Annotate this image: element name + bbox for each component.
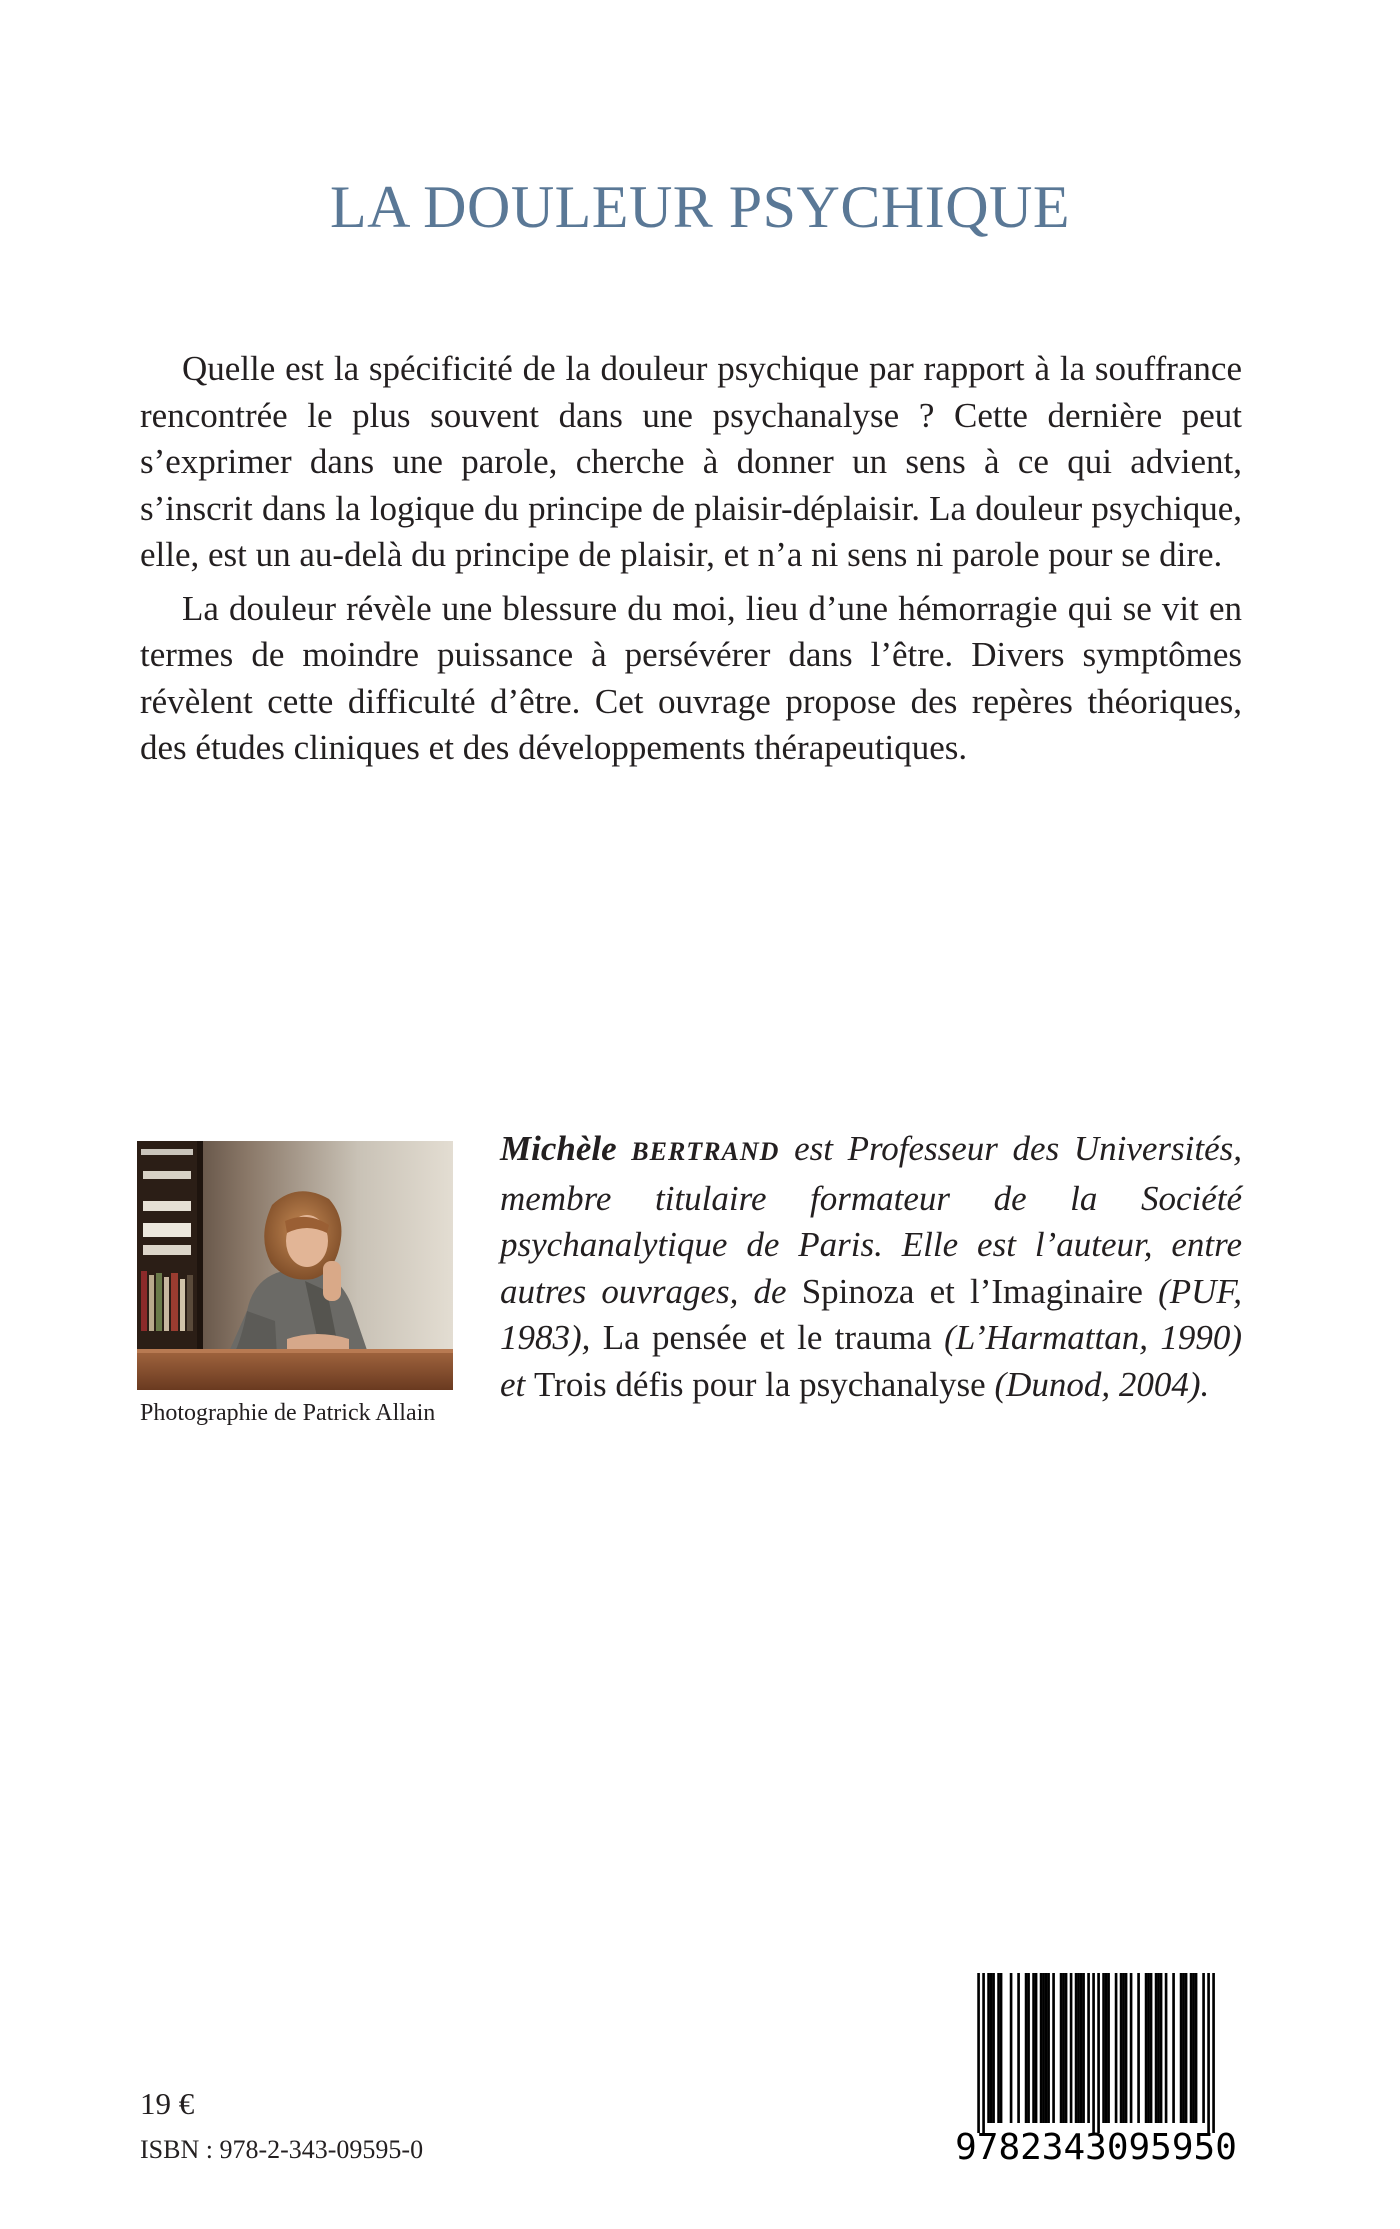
- barcode-bar: [982, 1973, 985, 2133]
- barcode-bar: [1070, 1973, 1073, 2123]
- barcode-bar: [1192, 1973, 1195, 2123]
- barcode-bar: [1125, 1973, 1128, 2123]
- barcode-bar: [987, 1973, 990, 2123]
- barcode-bar: [1107, 1973, 1110, 2123]
- publication-info: (PUF, 1983),: [500, 1271, 1242, 1357]
- barcode-bar: [1207, 1973, 1210, 2133]
- author-bio: [500, 1126, 1242, 1408]
- barcode-bar: [1017, 1973, 1020, 2123]
- barcode-bar: [1040, 1973, 1043, 2123]
- publication-info: (L’Harmattan, 1990) et: [500, 1318, 1242, 1404]
- barcode-bar: [990, 1973, 993, 2123]
- barcode-bar: [977, 1973, 980, 2133]
- barcode-bar: [1185, 1973, 1188, 2123]
- barcode-bar: [1212, 1973, 1215, 2133]
- barcode-bar: [1120, 1973, 1123, 2123]
- publication-info: (Dunod, 2004).: [985, 1364, 1210, 1404]
- barcode-bar: [1160, 1973, 1163, 2123]
- barcode-bar: [1060, 1973, 1063, 2123]
- price: 19 €: [140, 2086, 195, 2121]
- book-title: LA DOULEUR PSYCHIQUE: [329, 174, 1071, 240]
- barcode-bar: [1190, 1973, 1193, 2123]
- barcode-bar: [1082, 1973, 1085, 2123]
- blurb-paragraph: Quelle est la spécificité de la douleur psychique par rapport à la souffrance rencontrée le plus souvent dans une psychanalyse ? Cette dernière peut s’exprimer dans une parole, cherche à donner un sens à ce qui advient, s’inscrit dans la logique du principe de plaisir-déplaisir. La douleur psychique, elle, est un au-delà du principe de plaisir, et n’a ni sens ni parole pour se dire.: [140, 349, 1242, 574]
- barcode-bar: [1102, 1973, 1105, 2123]
- barcode-bar: [1047, 1973, 1050, 2123]
- author-last-name: BERTRAND: [631, 1137, 780, 1166]
- barcode-bar: [1137, 1973, 1140, 2123]
- author-bio-text: est Professeur des Universités, membre titulaire formateur de la Société psychanalytique de Paris. Elle est l’auteur, entre autres ouvrages, de: [500, 1129, 1243, 1311]
- barcode-bar: [1115, 1973, 1118, 2123]
- barcode-bar: [1065, 1973, 1068, 2123]
- barcode-bar: [1042, 1973, 1045, 2123]
- barcode-bar: [1052, 1973, 1055, 2123]
- barcode-bar: [992, 1973, 995, 2123]
- barcode-bar: [1130, 1973, 1133, 2123]
- barcode-bar: [1157, 1973, 1160, 2123]
- barcode-bar: [1035, 1973, 1038, 2123]
- work-title: La pensée et le trauma: [602, 1318, 932, 1357]
- barcode-bar: [1165, 1973, 1168, 2123]
- barcode-bar: [1000, 1973, 1003, 2123]
- barcode-bar: [1025, 1973, 1028, 2123]
- back-cover-blurb: [140, 346, 1242, 772]
- barcode-bar: [1202, 1973, 1205, 2123]
- barcode-bar: [1045, 1973, 1048, 2123]
- blurb-paragraph: La douleur révèle une blessure du moi, lieu d’une hémorragie qui se vit en termes de moindre puissance à persévérer dans l’être. Divers symptômes révèlent cette difficulté d’être. Cet ouvrage propose des repères théoriques, des études cliniques et des développements thérapeutiques.: [140, 588, 1242, 767]
- photo-credit: Photographie de Patrick Allain: [140, 1400, 436, 1426]
- barcode-bar: [1195, 1973, 1198, 2123]
- barcode-bar: [1122, 1973, 1125, 2123]
- barcode-bar: [1077, 1973, 1080, 2123]
- barcode-bar: [1062, 1973, 1065, 2123]
- barcode-bar: [1155, 1973, 1158, 2123]
- barcode-bar: [1087, 1973, 1090, 2123]
- barcode-bar: [1032, 1973, 1035, 2123]
- barcode-bar: [1172, 1973, 1175, 2123]
- work-title: Trois défis pour la psychanalyse: [534, 1364, 986, 1404]
- barcode-bar: [1075, 1973, 1078, 2123]
- barcode-bar: [1080, 1973, 1083, 2123]
- barcode-bar: [1180, 1973, 1183, 2123]
- barcode-bar: [1097, 1973, 1100, 2133]
- barcode-bar: [1105, 1973, 1108, 2123]
- isbn-barcode: [948, 1967, 1244, 2171]
- isbn: ISBN : 978-2-343-09595-0: [140, 2135, 424, 2164]
- barcode-bar: [1147, 1973, 1150, 2123]
- author-name: [500, 1129, 779, 1168]
- barcode-bar: [1182, 1973, 1185, 2123]
- barcode-bar: [1092, 1973, 1095, 2133]
- barcode-bar: [997, 1973, 1000, 2123]
- barcode-bar: [1145, 1973, 1148, 2123]
- work-title: Spinoza et l’Imaginaire: [801, 1271, 1143, 1311]
- barcode-number: 9782343095950: [955, 2127, 1237, 2168]
- barcode-bar: [1027, 1973, 1030, 2123]
- barcode-bar: [1150, 1973, 1153, 2123]
- barcode-bar: [1010, 1973, 1013, 2123]
- author-first-name: Michèle: [500, 1129, 617, 1168]
- author-photo: [137, 1141, 453, 1390]
